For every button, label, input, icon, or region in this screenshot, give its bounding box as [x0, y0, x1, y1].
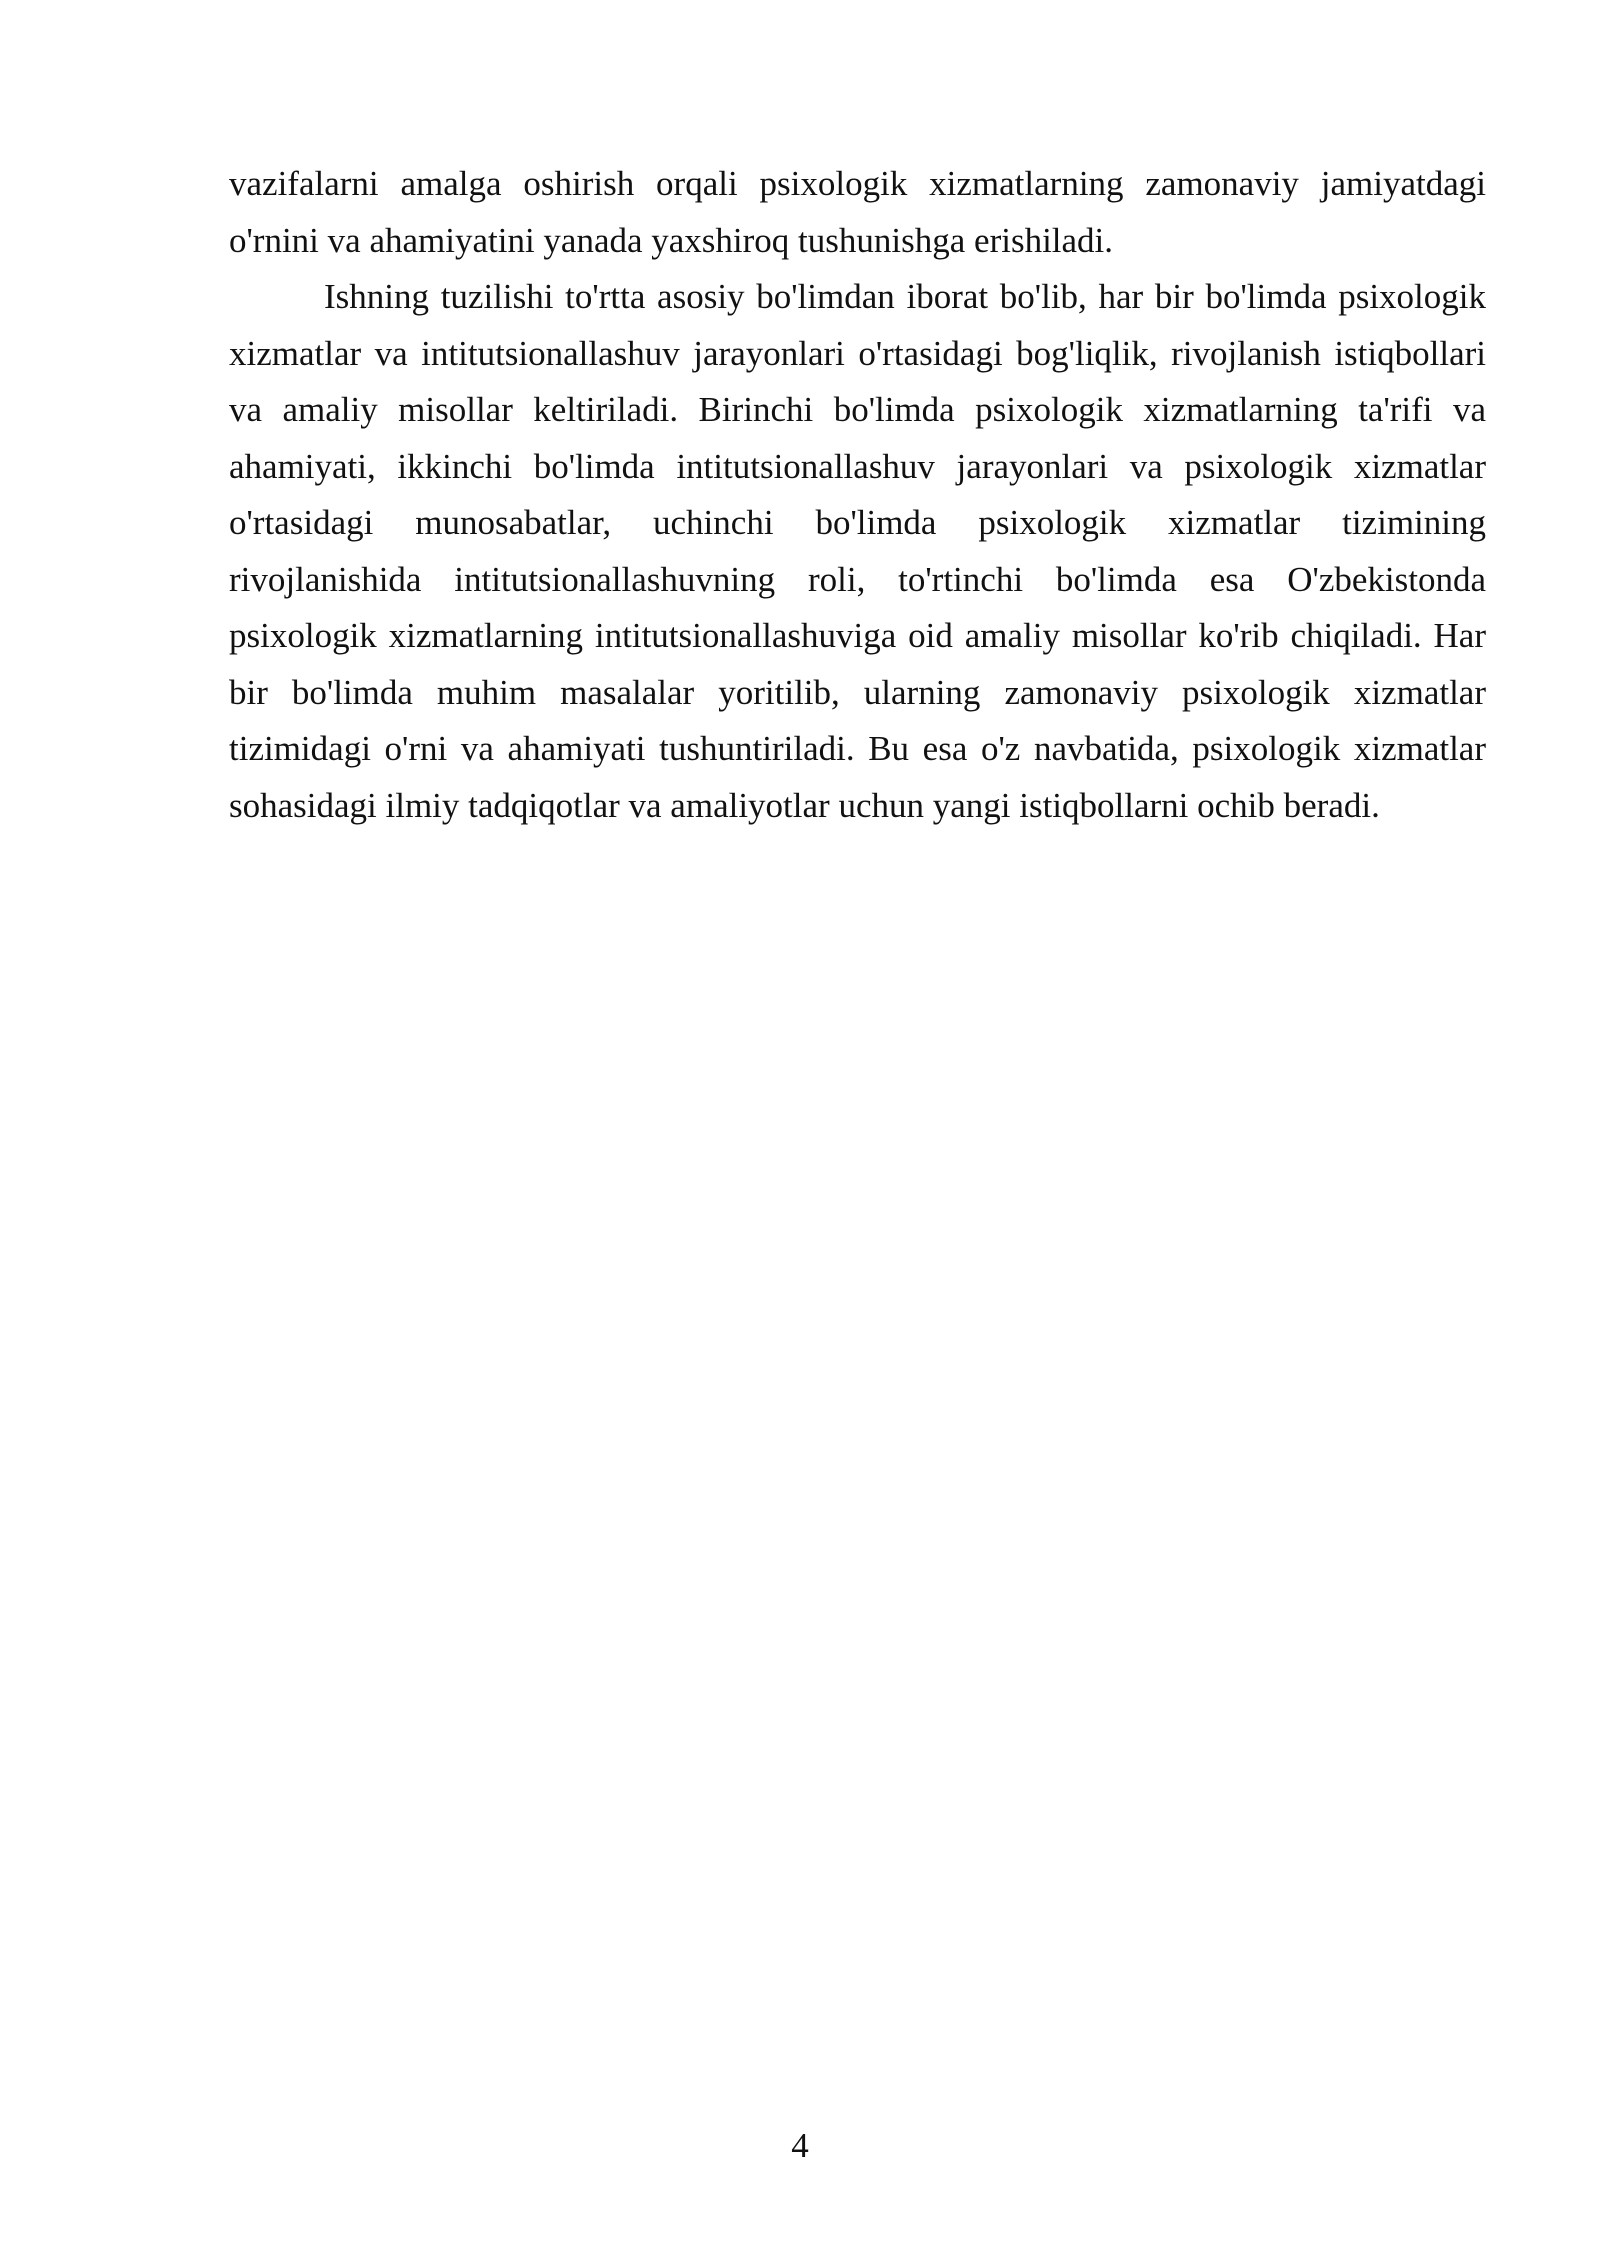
body-text	[229, 156, 1486, 834]
paragraph-continuation: vazifalarni amalga oshirish orqali psixologik xizmatlarning zamonaviy jamiyatdagi o'rnini va ahamiyatini yanada yaxshiroq tushunishga erishiladi.	[229, 164, 1486, 260]
page-number: 4	[791, 2126, 809, 2165]
paragraph-structure-overview: Ishning tuzilishi to'rtta asosiy bo'limdan iborat bo'lib, har bir bo'limda psixologik xizmatlar va intitutsionallashuv jarayonlari o'rtasidagi bog'liqlik, rivojlanish istiqbollari va amaliy misollar keltiriladi. Birinchi bo'limda psixologik xizmatlarning ta'rifi va ahamiyati, ikkinchi bo'limda intitutsionallashuv jarayonlari va psixologik xizmatlar o'rtasidagi munosabatlar, uchinchi bo'limda psixologik xizmatlar tizimining rivojlanishida intitutsionallashuvning roli, to'rtinchi bo'limda esa O'zbekistonda psixologik xizmatlarning intitutsionallashuviga oid amaliy misollar ko'rib chiqiladi. Har bir bo'limda muhim masalalar yoritilib, ularning zamonaviy psixologik xizmatlar tizimidagi o'rni va ahamiyati tushuntiriladi. Bu esa o'z navbatida, psixologik xizmatlar sohasidagi ilmiy tadqiqotlar va amaliyotlar uchun yangi istiqbollarni ochib beradi.	[229, 277, 1486, 825]
